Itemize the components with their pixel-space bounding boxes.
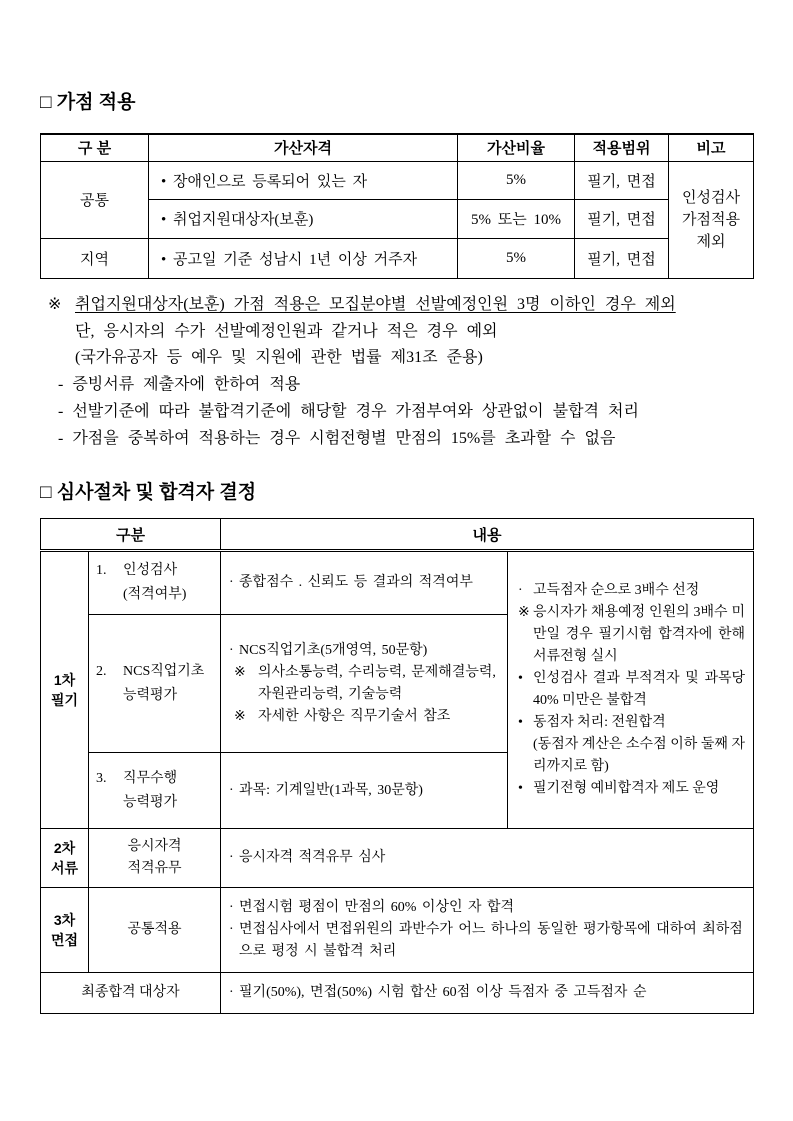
item-text [123,767,177,815]
item-name: 직무수행 [123,770,178,786]
item-number: 1. [96,563,107,578]
item-name: NCS직업기초 [123,663,205,679]
list-text: 종합점수 . 신뢰도 등 결과의 적격여부 [239,575,473,590]
header-scope: 적용범위 [575,134,669,161]
stage-label-line: 필기 [50,692,79,708]
final-pass-content [221,973,754,1014]
reference-mark: ※ [234,664,246,680]
item-text [123,660,204,708]
list-text: NCS직업기초(5개영역, 50문항) [239,642,428,658]
table-row [41,829,754,888]
table-row [41,161,754,199]
list-text: 의사소통능력, 수리능력, 문제해결능력, 자원관리능력, 기술능력 [258,664,496,702]
list-text: 면접심사에서 면접위원의 과반수가 어느 하나의 동일한 평가항목에 대하여 최하점으로 평정 시 불합격 처리 [239,922,743,959]
list-item [518,668,745,712]
item-personality-test [89,551,221,615]
list-item [229,572,501,594]
list-text: 응시자가 채용예정 인원의 3배수 미만일 경우 필기시험 합격자에 한해 서류전형 실시 [533,605,746,664]
list-item [518,580,745,602]
stage-label-line: 면접 [50,932,79,948]
category-region: 지역 [41,238,149,278]
list-item [518,778,745,800]
list-item [229,662,501,706]
table-row [41,551,754,615]
item-job-competency [89,753,221,829]
list-text: 응시자격 적격유무 심사 [239,850,386,865]
note-item: - 가점을 중복하여 적용하는 경우 시험전형별 만점의 15%를 초과할 수 없음 [58,429,616,447]
item-line: 적격유무 [127,861,182,876]
rate-cell: 5% 또는 10% [458,199,575,238]
qualification-cell: • 공고일 기준 성남시 1년 이상 거주자 [149,238,458,278]
stage-1-label [41,551,89,829]
list-text: 과목: 기계일반(1과목, 30문항) [239,782,423,798]
item-sub: 능력평가 [123,687,178,703]
note-item: - 선발기준에 따라 불합격기준에 해당할 경우 가점부여와 상관없이 불합격 처리 [58,402,639,420]
item-name: 인성검사 [123,563,178,578]
list-item [229,847,747,869]
final-pass-label: 최종합격 대상자 [41,973,221,1014]
item-content [221,615,508,753]
bullet-mark: • [518,715,523,730]
table-header-row [41,519,754,551]
header-remark: 비고 [669,134,754,161]
stage-label-line: 3차 [53,912,76,928]
scope-cell: 필기, 면접 [575,238,669,278]
bullet-mark: ※ [518,605,530,620]
list-item [229,706,501,728]
remark-line: 인성검사 [682,189,740,206]
item-content [221,753,508,829]
table-row [41,238,754,278]
list-text: 필기전형 예비합격자 제도 운영 [533,781,720,796]
list-item [229,640,501,662]
bullet-mark: · [518,583,523,598]
item-content [221,888,754,973]
bullet-mark: · [229,900,234,915]
list-item-continuation: (동점자 계산은 소수점 이하 둘째 자리까지로 함) [533,737,746,774]
header-qualification: 가산자격 [149,134,458,161]
table-header-row [41,134,754,161]
item-number: 2. [96,663,107,679]
qualification-cell: • 장애인으로 등록되어 있는 자 [149,161,458,199]
header-content: 내용 [221,519,754,551]
remark-cell [669,161,754,278]
bullet-mark: · [229,642,234,658]
list-text: 필기(50%), 면접(50%) 시험 합산 60점 이상 득점자 중 고득점자 순 [239,985,647,1000]
list-item [518,712,745,734]
reference-mark: ※ [234,708,246,724]
remark-line: 제외 [696,233,726,250]
item-line: 응시자격 [127,839,182,854]
item-ncs-test [89,615,221,753]
item-common: 공통적용 [89,888,221,973]
item-content [221,829,754,888]
list-text: 동점자 처리: 전원합격 [533,715,666,730]
list-item [229,982,747,1004]
note-sub-line: (국가유공자 등 예우 및 지원에 관한 법률 제31조 준용) [75,349,483,367]
screening-procedure-table [40,518,754,1014]
note-item: - 증빙서류 제출자에 한하여 적용 [58,376,301,394]
note-main-row [48,292,753,319]
item-number: 3. [96,770,107,786]
bullet-mark: • [518,671,523,686]
bullet-mark: · [229,850,234,865]
bullet-mark: • [518,781,523,796]
list-item [229,780,501,802]
bullet-mark: · [229,985,234,1000]
stage-3-label [41,888,89,973]
stage-2-label [41,829,89,888]
list-text: 고득점자 순으로 3배수 선정 [533,583,700,598]
header-rate: 가산비율 [458,134,575,161]
item-text [123,559,186,607]
scope-cell: 필기, 면접 [575,161,669,199]
list-item [229,919,747,963]
stage-label-line: 1차 [53,672,76,688]
stage-label-line: 서류 [50,860,79,876]
section-title-screening: □ 심사절차 및 합격자 결정 [40,482,257,503]
table-row [41,888,754,973]
list-text: 인성검사 결과 부적격자 및 과목당 40% 미만은 불합격 [533,671,746,708]
bonus-notes [48,292,753,452]
header-category: 구 분 [41,134,149,161]
note-main-text: 취업지원대상자(보훈) 가점 적용은 모집분야별 선발예정인원 3명 이하인 경우 제외 [75,296,676,313]
list-text: 면접시험 평점이 만점의 60% 이상인 자 합격 [239,900,515,915]
written-exam-criteria [508,551,754,829]
rate-cell: 5% [458,161,575,199]
header-category: 구분 [41,519,221,551]
item-content [221,551,508,615]
stage-label-line: 2차 [53,840,76,856]
table-row [41,973,754,1014]
qualification-cell: • 취업지원대상자(보훈) [149,199,458,238]
bullet-mark: · [229,922,234,937]
note-sub-line: 단, 응시자의 수가 선발예정인원과 같거나 적은 경우 예외 [75,322,498,340]
reference-mark: ※ [48,296,62,313]
item-eligibility [89,829,221,888]
bullet-mark: · [229,575,234,590]
item-sub: 능력평가 [123,794,178,810]
bullet-mark: · [229,782,234,798]
list-text: 자세한 사항은 직무기술서 참조 [258,708,451,724]
remark-line: 가점적용 [682,211,740,228]
list-item [518,602,745,668]
bonus-points-table [40,133,754,279]
rate-cell: 5% [458,238,575,278]
category-common: 공통 [41,161,149,238]
scope-cell: 필기, 면접 [575,199,669,238]
section-title-bonus-points: □ 가점 적용 [40,92,136,113]
item-sub: (적격여부) [123,587,187,602]
list-item [229,897,747,919]
